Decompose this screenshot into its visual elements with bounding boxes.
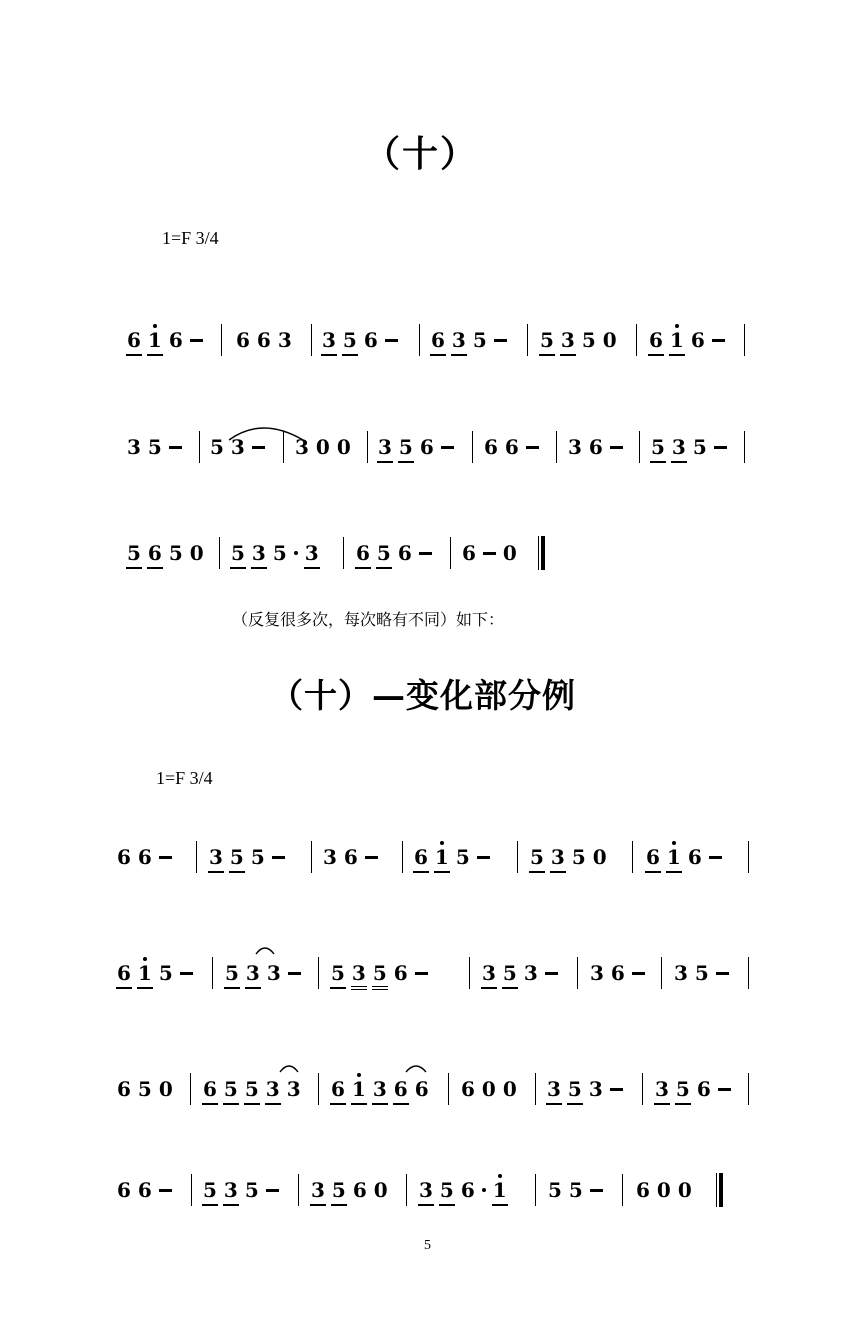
measure [530,835,607,879]
note: 5 [244,1178,259,1202]
hold-dash [477,856,490,859]
note: 0 [373,1178,388,1202]
barline [367,431,368,463]
measure [295,425,351,469]
note: 3 [127,435,141,459]
measure [461,1067,517,1111]
hold-dash [545,972,558,975]
measure [484,425,539,469]
note: 6 [646,845,660,869]
note: 6 [117,845,131,869]
note: 5 [571,845,586,869]
measure [127,425,182,469]
measure [331,951,428,995]
measure [674,951,729,995]
barline [748,841,749,873]
barline [406,1174,407,1206]
measure [322,318,398,362]
hold-dash [419,552,432,555]
notation-line [0,425,860,469]
measure [655,1067,731,1111]
note: 5 [225,961,239,985]
note: 5 [137,1077,152,1101]
note: 3 [523,961,538,985]
note: 3 [351,961,366,985]
note: 6 [414,845,428,869]
note: 0 [189,541,204,565]
note: 5 [223,1077,238,1101]
note: 5 [229,845,244,869]
hold-dash [610,446,623,449]
barline [744,431,745,463]
note: 5 [540,328,554,352]
measure [651,425,727,469]
barline [343,537,344,569]
note: 0 [502,1077,517,1101]
note: 3 [277,328,292,352]
hold-dash [526,446,539,449]
barline [632,841,633,873]
note: 0 [336,435,351,459]
note: 6 [431,328,445,352]
measure [331,1067,429,1111]
note: 6 [168,328,183,352]
barline [298,1174,299,1206]
note: 3 [568,435,582,459]
note: 0 [315,435,330,459]
barline [527,324,528,356]
note: 6 [393,961,408,985]
note: 5 [567,1077,582,1101]
barline [556,431,557,463]
note: 0 [656,1178,671,1202]
hold-dash [483,552,496,555]
note: 6 [397,541,412,565]
note: 3 [323,845,337,869]
measure [127,531,204,575]
note: 6 [504,435,519,459]
note: 6 [256,328,271,352]
hold-dash [365,856,378,859]
hold-dash [190,339,203,342]
note: 3 [304,541,319,565]
note: 3 [230,435,245,459]
barline [639,431,640,463]
note: 6 [690,328,705,352]
measure [225,951,301,995]
note: 5 [530,845,544,869]
hold-dash [714,446,727,449]
note: 6 [419,435,434,459]
note: 1 [137,961,152,985]
barline [472,431,473,463]
augmentation-dot [294,551,298,555]
measure [540,318,617,362]
note: 3 [588,1077,603,1101]
barline [535,1073,536,1105]
measure [117,951,193,995]
note: 5 [502,961,517,985]
barline [469,957,470,989]
measure [311,1168,388,1212]
page-number: 5 [424,1238,431,1253]
measure [236,318,292,362]
barline [219,537,220,569]
measure [649,318,725,362]
note: 6 [687,845,702,869]
barline [190,1073,191,1105]
note: 5 [455,845,470,869]
note: 6 [137,1178,152,1202]
barline [577,957,578,989]
hold-dash [718,1088,731,1091]
measure [462,531,517,575]
note: 5 [651,435,665,459]
barline [318,1073,319,1105]
note: 5 [372,961,387,985]
section-2-key-signature: 1=F 3/4 [156,768,213,788]
notation-line [0,318,860,362]
note: 3 [209,845,223,869]
notation-line [0,531,860,575]
hold-dash [180,972,193,975]
final-barline-thin [716,1173,717,1207]
note: 5 [376,541,391,565]
note: 5 [472,328,487,352]
note: 6 [352,1178,367,1202]
augmentation-dot [482,1188,486,1192]
barline [419,324,420,356]
barline [744,324,745,356]
note: 3 [251,541,266,565]
note: 5 [231,541,245,565]
barline [535,1174,536,1206]
note: 0 [502,541,517,565]
note: 3 [372,1077,387,1101]
barline [517,841,518,873]
note: 3 [674,961,688,985]
note: 5 [692,435,707,459]
note: 6 [588,435,603,459]
note: 0 [602,328,617,352]
measure [547,1067,623,1111]
measure [646,835,722,879]
barline [642,1073,643,1105]
note: 6 [484,435,498,459]
note: 0 [158,1077,173,1101]
note: 3 [451,328,466,352]
note: 5 [548,1178,562,1202]
note: 6 [363,328,378,352]
measure [414,835,490,879]
note: 6 [460,1178,475,1202]
barline [448,1073,449,1105]
measure [203,1168,279,1212]
note: 1 [666,845,681,869]
notation-line [0,1067,860,1111]
notation-line [0,951,860,995]
note: 6 [696,1077,711,1101]
measure [548,1168,603,1212]
note: 5 [568,1178,583,1202]
note: 5 [398,435,413,459]
final-barline-thin [538,536,539,570]
barline [661,957,662,989]
measure [117,835,172,879]
note: 6 [343,845,358,869]
note: 5 [581,328,596,352]
note: 6 [127,328,141,352]
hold-dash [252,446,265,449]
measure [117,1168,172,1212]
hold-dash [712,339,725,342]
note: 6 [137,845,152,869]
note: 3 [655,1077,669,1101]
note: 5 [203,1178,217,1202]
note: 6 [649,328,663,352]
barline [450,537,451,569]
note: 3 [590,961,604,985]
hold-dash [266,1189,279,1192]
note: 3 [266,961,281,985]
note: 3 [560,328,575,352]
note: 6 [461,1077,475,1101]
note: 3 [265,1077,280,1101]
note: 6 [117,961,131,985]
hold-dash [610,1088,623,1091]
notation-line [0,835,860,879]
measure [378,425,454,469]
note: 3 [547,1077,561,1101]
note: 3 [671,435,686,459]
hold-dash [709,856,722,859]
hold-dash [169,446,182,449]
measure [210,425,265,469]
section-2-title: （十）—变化部分例 [270,676,576,715]
measure [209,835,285,879]
final-barline-thick [719,1173,723,1207]
hold-dash [385,339,398,342]
note: 6 [236,328,250,352]
final-barline-thick [541,536,545,570]
barline [311,324,312,356]
note: 5 [694,961,709,985]
barline [318,957,319,989]
note: 3 [286,1077,301,1101]
note: 6 [636,1178,650,1202]
measure [203,1067,301,1111]
barline [402,841,403,873]
note: 3 [322,328,336,352]
note: 5 [675,1077,690,1101]
measure [431,318,507,362]
note: 5 [272,541,287,565]
note: 1 [351,1077,366,1101]
note: 6 [331,1077,345,1101]
barline [199,431,200,463]
note: 3 [245,961,260,985]
measure [323,835,378,879]
hold-dash [494,339,507,342]
note: 6 [393,1077,408,1101]
barline [196,841,197,873]
note: 6 [203,1077,217,1101]
hold-dash [441,446,454,449]
hold-dash [415,972,428,975]
barline [212,957,213,989]
barline [622,1174,623,1206]
note: 0 [677,1178,692,1202]
barline [283,431,284,463]
barline [748,957,749,989]
measure [356,531,432,575]
note: 5 [127,541,141,565]
note: 5 [244,1077,259,1101]
note: 5 [342,328,357,352]
section-1-title: （十） [364,133,479,175]
note: 3 [311,1178,325,1202]
note: 6 [610,961,625,985]
measure [231,531,319,575]
repeat-remark: （反复很多次，每次略有不同）如下： [232,610,505,629]
hold-dash [159,856,172,859]
note: 0 [592,845,607,869]
hold-dash [716,972,729,975]
note: 5 [158,961,173,985]
note: 6 [117,1077,131,1101]
measure [117,1067,173,1111]
note: 0 [481,1077,496,1101]
measure [590,951,645,995]
note: 5 [439,1178,454,1202]
note: 3 [223,1178,238,1202]
barline [748,1073,749,1105]
hold-dash [159,1189,172,1192]
hold-dash [632,972,645,975]
measure [482,951,558,995]
measure [127,318,203,362]
barline [221,324,222,356]
note: 6 [414,1077,429,1101]
notation-line [0,1168,860,1212]
note: 6 [356,541,370,565]
barline [191,1174,192,1206]
note: 5 [168,541,183,565]
note: 3 [295,435,309,459]
note: 5 [147,435,162,459]
note: 3 [419,1178,433,1202]
note: 1 [434,845,449,869]
note: 6 [147,541,162,565]
note: 1 [669,328,684,352]
note: 3 [378,435,392,459]
note: 3 [482,961,496,985]
barline [636,324,637,356]
hold-dash [590,1189,603,1192]
note: 3 [550,845,565,869]
note: 5 [210,435,224,459]
note: 5 [250,845,265,869]
note: 1 [147,328,162,352]
note: 6 [117,1178,131,1202]
note: 1 [492,1178,507,1202]
note: 5 [331,961,345,985]
measure [636,1168,692,1212]
measure [568,425,623,469]
note: 6 [462,541,476,565]
note: 5 [331,1178,346,1202]
measure [419,1168,507,1212]
hold-dash [288,972,301,975]
section-1-key-signature: 1=F 3/4 [162,228,219,248]
barline [311,841,312,873]
hold-dash [272,856,285,859]
